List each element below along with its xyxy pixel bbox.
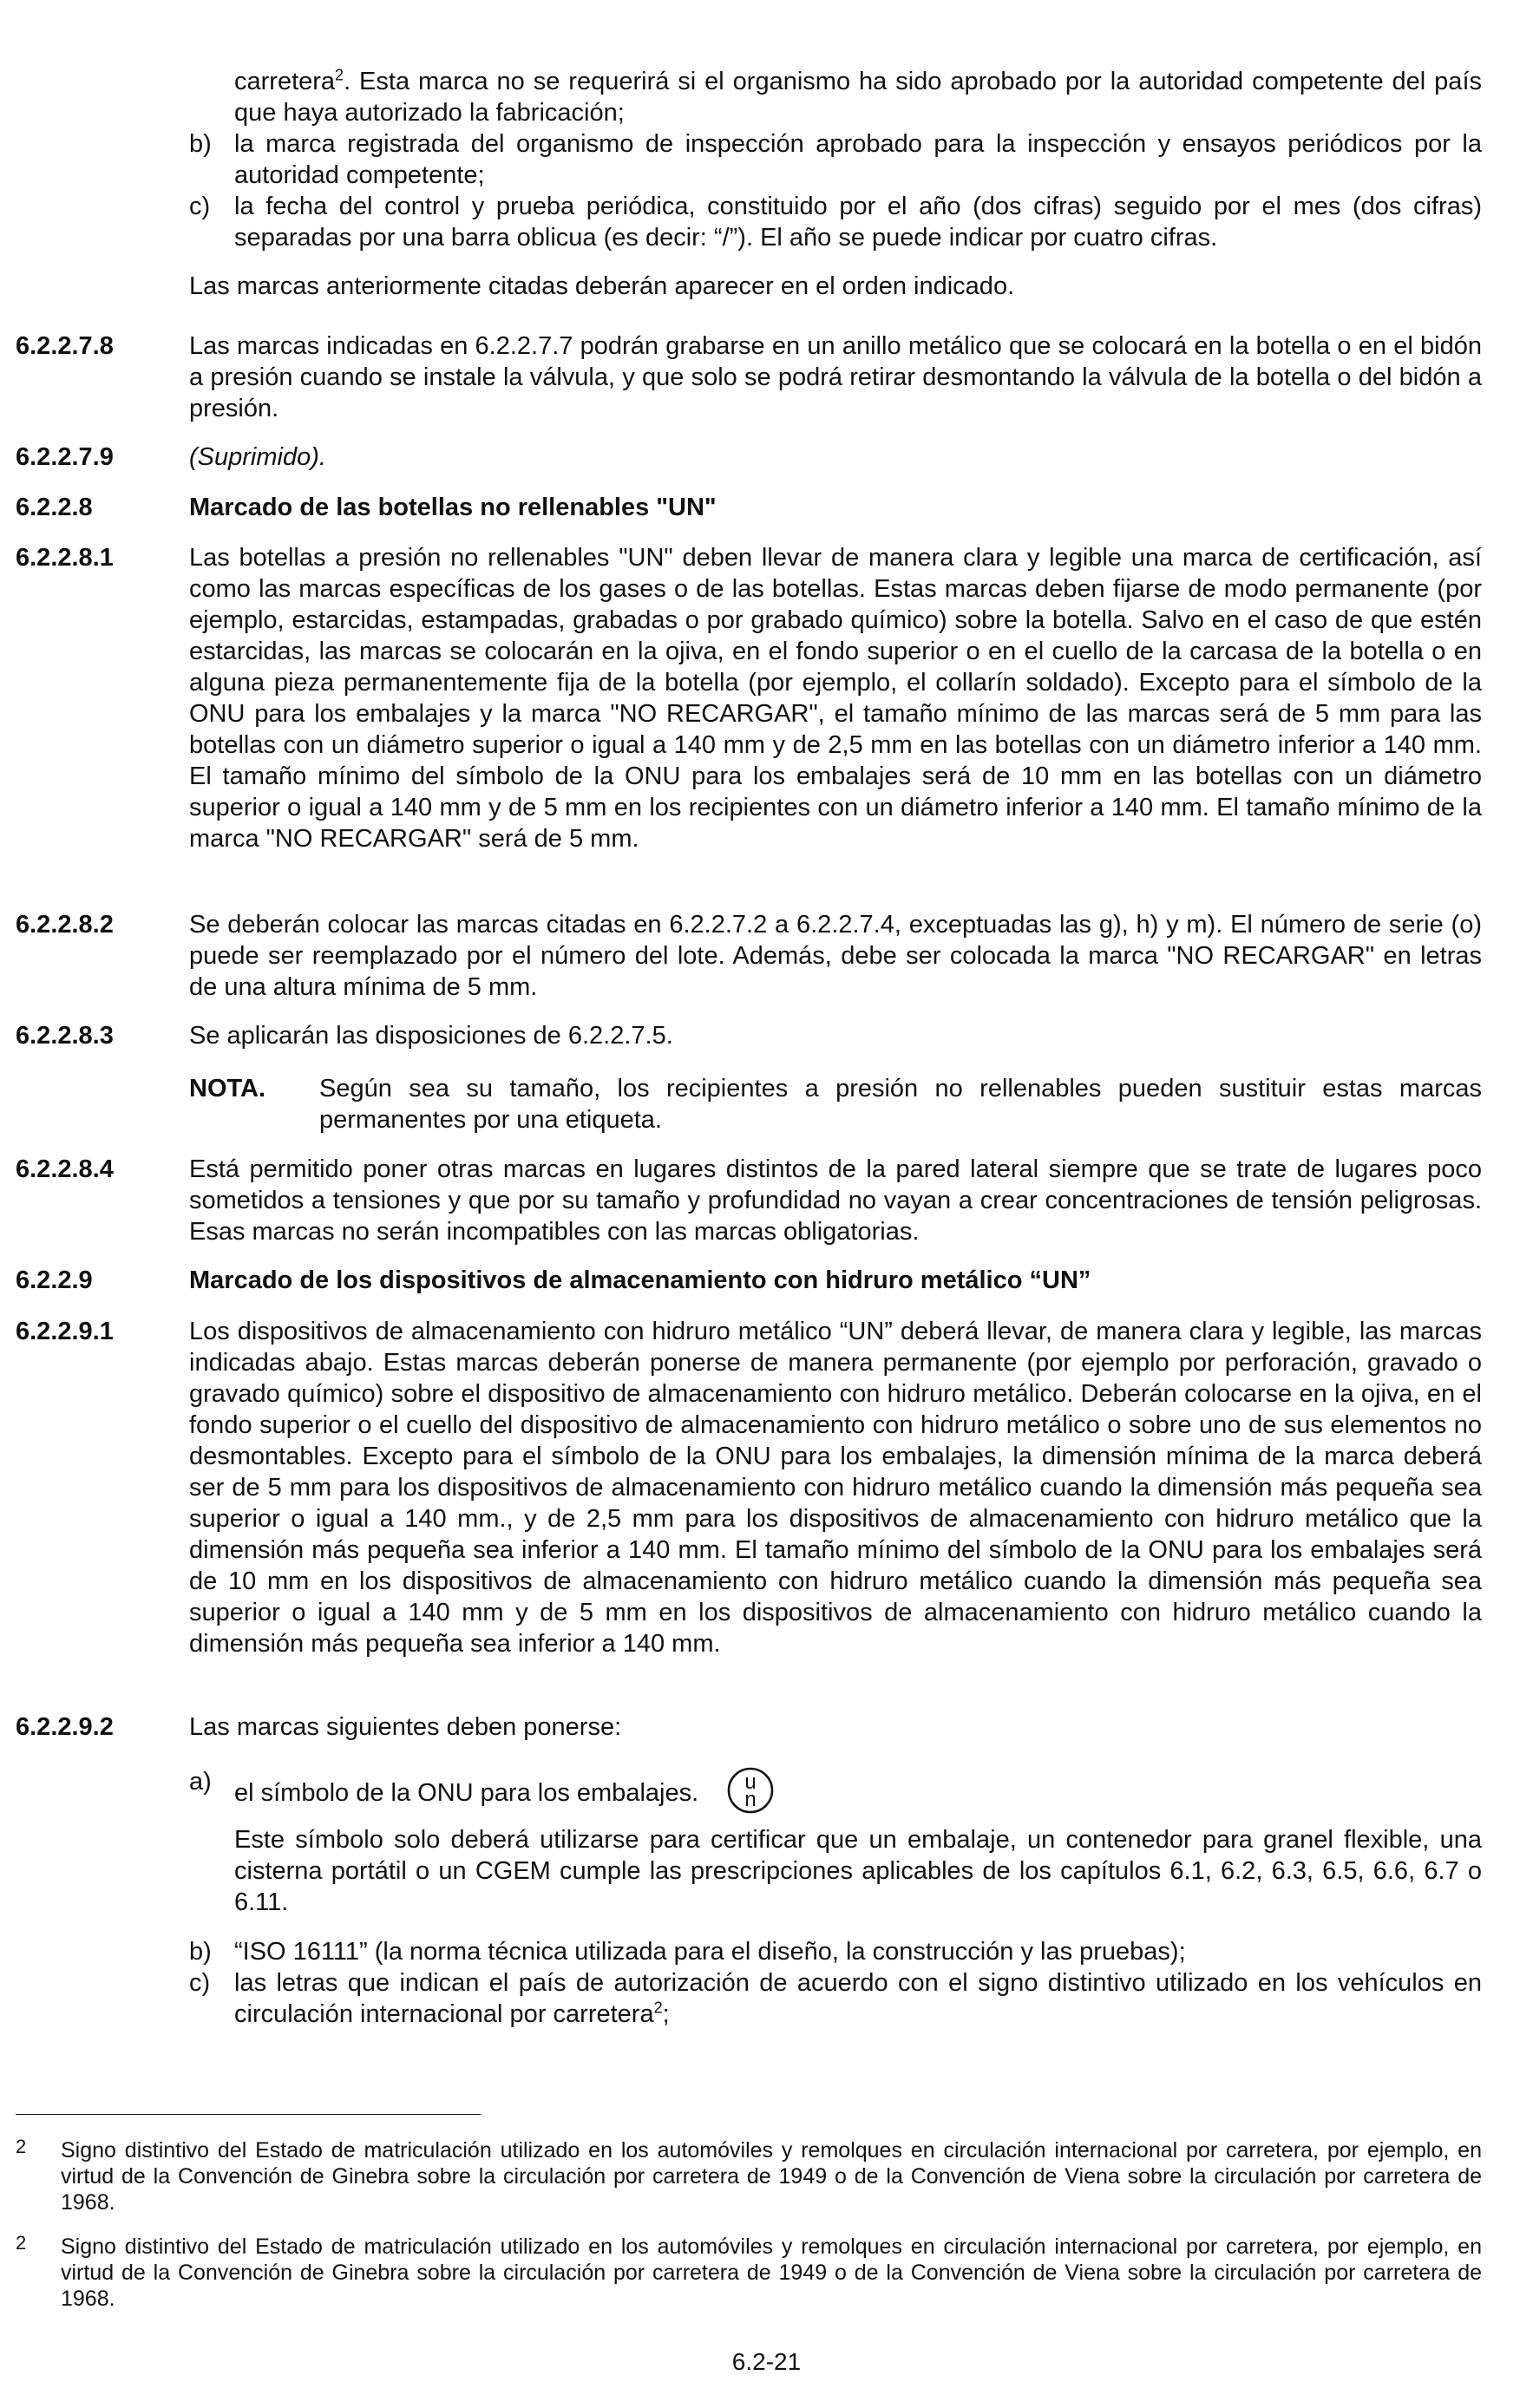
- section-text: Las marcas siguientes deben ponerse:: [189, 1713, 622, 1741]
- un-packaging-symbol-icon: [726, 1766, 775, 1822]
- section-number: 6.2.2.8.2: [16, 911, 114, 939]
- section-number: 6.2.2.9.1: [16, 1318, 114, 1345]
- section-text: Está permitido poner otras marcas en lugares distintos de la pared lateral siempre que se trate de lugares poco sometidos a tensiones y que por su tamaño y profundidad no vayan a crear concentraciones de tensión peligrosas. Esas marcas no serán incompatibles con las marcas obligatorias.: [189, 1155, 1482, 1246]
- list-marker: b): [189, 1938, 212, 1966]
- note-label: NOTA.: [189, 1075, 266, 1103]
- list-text: el símbolo de la ONU para los embalajes.: [234, 1779, 699, 1808]
- order-note: Las marcas anteriormente citadas deberán aparecer en el orden indicado.: [189, 272, 1015, 300]
- section-number: 6.2.2.9.2: [16, 1713, 114, 1741]
- list-marker: c): [189, 1969, 211, 1997]
- page-number: 6.2-21: [731, 2348, 802, 2375]
- list-text: la marca registrada del organismo de inspección aprobado para la inspección y ensayos periódicos por la autoridad competente;: [234, 130, 1482, 189]
- footnote-text: Signo distintivo del Estado de matriculación utilizado en los automóviles y remolques en circulación internacional por carretera, por ejemplo, en virtud de la Convención de Ginebra sobre la circulación por carretera de 1949 o de la Convención de Viena sobre la circulación por carretera de 1968.: [61, 2138, 1482, 2215]
- section-number: 6.2.2.7.9: [16, 443, 114, 471]
- section-heading: Marcado de las botellas no rellenables "UN": [189, 494, 717, 521]
- list-item-a: [189, 1766, 1482, 1822]
- footnote: [16, 2137, 1482, 2215]
- list-text: “ISO 16111” (la norma técnica utilizada para el diseño, la construcción y las pruebas);: [234, 1938, 1186, 1966]
- footnote-text: Signo distintivo del Estado de matriculación utilizado en los automóviles y remolques en circulación internacional por carretera, por ejemplo, en virtud de la Convención de Ginebra sobre la circulación por carretera de 1949 o de la Convención de Viena sobre la circulación por carretera de 1968.: [61, 2235, 1482, 2311]
- section-text: Los dispositivos de almacenamiento con hidruro metálico “UN” deberá llevar, de manera clara y legible, las marcas indicadas abajo. Estas marcas deberán ponerse de manera permanente (por ejemplo por perforación, gravado o gravado químico) sobre el dispositivo de almacenamiento con hidruro metálico. Deberán colocarse en la ojiva, en el fondo superior o el cuello del dispositivo de almacenamiento con hidruro metálico o sobre uno de sus elementos no desmontables. Excepto para el símbolo de la ONU para los embalajes, la dimensión mínima de la marca deberá ser de 5 mm para los dispositivos de almacenamiento con hidruro metálico cuando la dimensión más pequeña sea superior o igual a 140 mm., y de 2,5 mm para los dispositivos de almacenamiento con hidruro metálico que la dimensión más pequeña sea inferior a 140 mm. El tamaño mínimo del símbolo de la ONU para los embalajes será de 10 mm en los dispositivos de almacenamiento con hidruro metálico cuando la dimensión más pequeña sea superior o igual a 140 mm y de 5 mm en los dispositivos de almacenamiento con hidruro metálico cuando la dimensión más pequeña sea inferior a 140 mm.: [189, 1318, 1482, 1658]
- section-text: (Suprimido).: [189, 443, 326, 471]
- un-symbol-letter-bottom: n: [744, 1788, 757, 1811]
- un-symbol-letter-top: u: [744, 1770, 757, 1794]
- symbol-note: Este símbolo solo deberá utilizarse para certificar que un embalaje, un contenedor para granel flexible, una cisterna portátil o un CGEM cumple las prescripciones aplicables de los capítulos 6.1, 6.2, 6.3, 6.5, 6.6, 6.7 o 6.11.: [234, 1826, 1482, 1916]
- continuation-text: carretera: [234, 68, 336, 95]
- section-number: 6.2.2.9: [16, 1266, 93, 1294]
- list-marker: b): [189, 130, 212, 158]
- list-text: la fecha del control y prueba periódica, constituido por el año (dos cifras) seguido por el mes (dos cifras) separadas por una barra oblicua (es decir: “/”). El año se puede indicar por cuatro cifras.: [234, 193, 1482, 252]
- section-number: 6.2.2.8.4: [16, 1155, 114, 1183]
- section-number: 6.2.2.8.3: [16, 1022, 114, 1050]
- list-marker: a): [189, 1768, 212, 1796]
- section-number: 6.2.2.7.8: [16, 332, 114, 360]
- footnote-marker: 2: [16, 2232, 27, 2254]
- section-text: Las marcas indicadas en 6.2.2.7.7 podrán grabarse en un anillo metálico que se colocará en la botella o en el bidón a presión cuando se instale la válvula, y que solo se podrá retirar desmontando la válvula de la botella o del bidón a presión.: [189, 332, 1482, 422]
- footnote: [16, 2234, 1482, 2312]
- continuation-paragraph: [234, 66, 1482, 128]
- list-item-b: [189, 128, 1482, 191]
- section-number: 6.2.2.8: [16, 494, 93, 521]
- footnote-marker: 2: [16, 2136, 27, 2157]
- list-item-c: [189, 191, 1482, 253]
- footnote-separator: [16, 2114, 481, 2115]
- note-text: Según sea su tamaño, los recipientes a presión no rellenables pueden sustituir estas marcas permanentes por una etiqueta.: [319, 1075, 1482, 1134]
- section-text: Se deberán colocar las marcas citadas en 6.2.2.7.2 a 6.2.2.7.4, exceptuadas las g), h) y m). El número de serie (o) puede ser reemplazado por el número del lote. Además, debe ser colocada la marca "NO RECARGAR" en letras de una altura mínima de 5 mm.: [189, 911, 1482, 1001]
- section-heading: Marcado de los dispositivos de almacenamiento con hidruro metálico “UN”: [189, 1266, 1091, 1294]
- list-item-b: [189, 1936, 1482, 1967]
- section-text: Las botellas a presión no rellenables "UN" deben llevar de manera clara y legible una marca de certificación, así como las marcas específicas de los gases o de las botellas. Estas marcas deben fijarse de modo permanente (por ejemplo, estarcidas, estampadas, grabadas o por grabado químico) sobre la botella. Salvo en el caso de que estén estarcidas, las marcas se colocarán en la ojiva, en el fondo superior o en el cuello de la carcasa de la botella o en alguna pieza permanentemente fija de la botella (por ejemplo, el collarín soldado). Excepto para el símbolo de la ONU para los embalajes y la marca "NO RECARGAR", el tamaño mínimo de las marcas será de 5 mm para las botellas con un diámetro superior o igual a 140 mm y de 2,5 mm en las botellas con un diámetro inferior a 140 mm. El tamaño mínimo del símbolo de la ONU para los embalajes será de 10 mm en las botellas con un diámetro superior o igual a 140 mm y de 5 mm en los recipientes con un diámetro inferior a 140 mm. El tamaño mínimo de la marca "NO RECARGAR" será de 5 mm.: [189, 544, 1482, 853]
- section-number: 6.2.2.8.1: [16, 544, 114, 572]
- section-text: Se aplicarán las disposiciones de 6.2.2.7.5.: [189, 1022, 673, 1050]
- list-item-c: c) las letras que indican el país de autorización de acuerdo con el signo distintivo utilizado en los vehículos en circulación internacional por carretera$^2$;: [189, 1969, 1482, 2028]
- list-marker: c): [189, 193, 211, 220]
- list-text: las letras que indican el país de autorización de acuerdo con el signo distintivo utilizado en los vehículos en circulación internacional por carretera: [234, 1969, 1482, 2028]
- footnote-ref: 2: [653, 1999, 663, 2017]
- continuation-text-rest: . Esta marca no se requerirá si el organismo ha sido aprobado por la autoridad competente del país que haya autorizado la fabricación;: [234, 68, 1482, 127]
- footnote-ref: 2: [335, 66, 344, 84]
